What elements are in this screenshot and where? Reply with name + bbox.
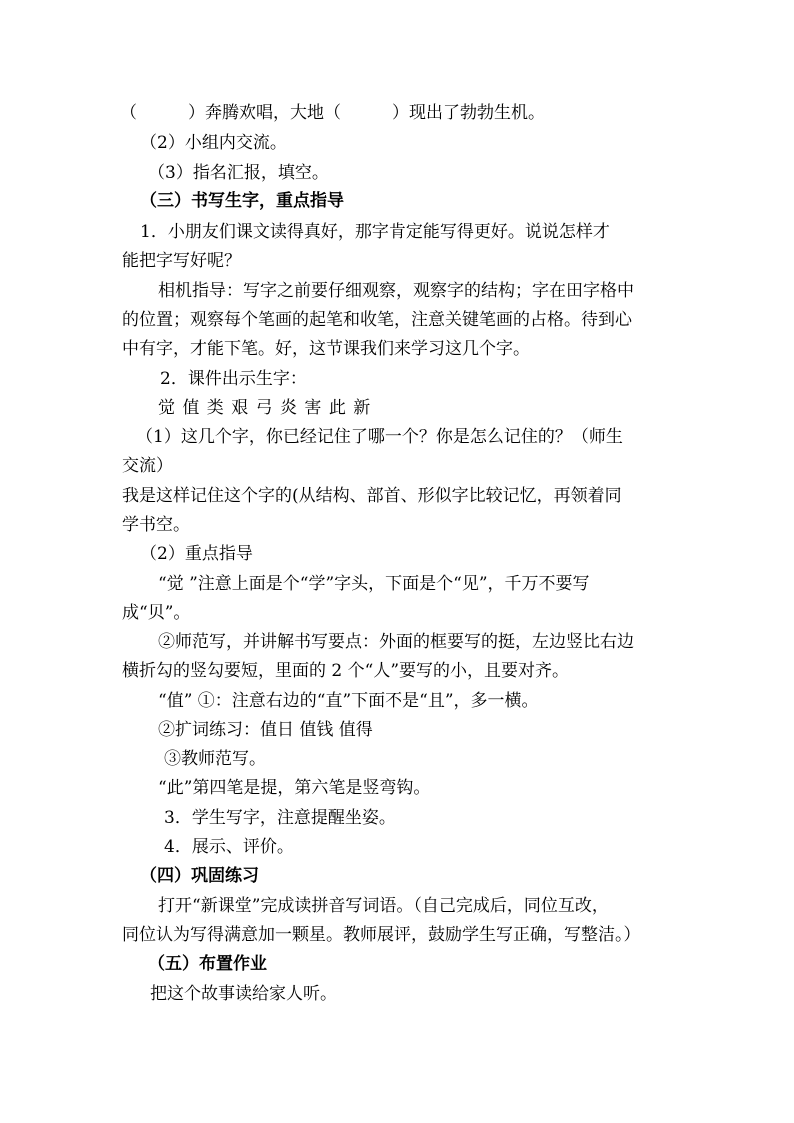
paragraph-line: 学书空。	[122, 515, 190, 535]
paragraph-line: 同位认为写得满意加一颗星。教师展评，鼓励学生写正确，写整洁。）	[122, 925, 641, 945]
paragraph-line: 2．课件出示生字：	[160, 369, 307, 389]
fill-blank-line: （ ）奔腾欢唱，大地（ ）现出了勃勃生机。	[120, 103, 545, 123]
section-heading-practice: （四）巩固练习	[140, 866, 259, 886]
paragraph-line: ③教师范写。	[164, 749, 266, 769]
paragraph-line: 中有字，才能下笔。好，这节课我们来学习这几个字。	[122, 339, 530, 359]
paragraph-line: “值” ①：注意右边的“直”下面不是“且”，多一横。	[158, 691, 539, 711]
paragraph-line: 4．展示、评价。	[164, 837, 294, 857]
step-group-exchange: （2）小组内交流。	[140, 133, 287, 153]
paragraph-line: “觉 ”注意上面是个“学”字头，下面是个“见”，千万不要写	[158, 574, 590, 594]
paragraph-line: 的位置；观察每个笔画的起笔和收笔，注意关键笔画的占格。待到心	[122, 310, 632, 330]
paragraph-line: 成“贝”。	[122, 603, 191, 623]
new-characters-list: 觉 值 类 艰 弓 炎 害 此 新	[158, 398, 372, 418]
paragraph-line: 我是这样记住这个字的(从结构、部首、形似字比较记忆，再领着同	[122, 486, 622, 506]
section-heading-homework: （五）布置作业	[148, 954, 267, 974]
step-key-guidance: （2）重点指导	[140, 544, 253, 564]
paragraph-line: 1．小朋友们课文读得真好，那字肯定能写得更好。说说怎样才	[140, 222, 610, 242]
paragraph-line: 3．学生写字，注意提醒坐姿。	[164, 808, 396, 828]
section-heading-writing: （三）书写生字，重点指导	[140, 191, 344, 211]
paragraph-line: “此”第四笔是提，第六笔是竖弯钩。	[158, 778, 431, 798]
paragraph-line: （1）这几个字，你已经记住了哪一个？你是怎么记住的？（师生	[136, 427, 623, 447]
paragraph-line: 相机指导：写字之前要仔细观察，观察字的结构；字在田字格中	[158, 281, 634, 301]
paragraph-line: 交流）	[122, 456, 173, 476]
paragraph-line: 把这个故事读给家人听。	[150, 984, 337, 1004]
paragraph-line: 打开“新课堂”完成读拼音写词语。（自己完成后，同位互改，	[158, 896, 609, 916]
step-report-fill: （3）指名汇报，填空。	[148, 163, 329, 183]
paragraph-line: 能把字写好呢？	[122, 251, 241, 271]
paragraph-line: 横折勾的竖勾要短，里面的 2 个“人”要写的小，且要对齐。	[122, 661, 570, 681]
paragraph-line: ②师范写，并讲解书写要点：外面的框要写的挺，左边竖比右边	[158, 632, 634, 652]
paragraph-line: ②扩词练习：值日 值钱 值得	[158, 720, 373, 740]
